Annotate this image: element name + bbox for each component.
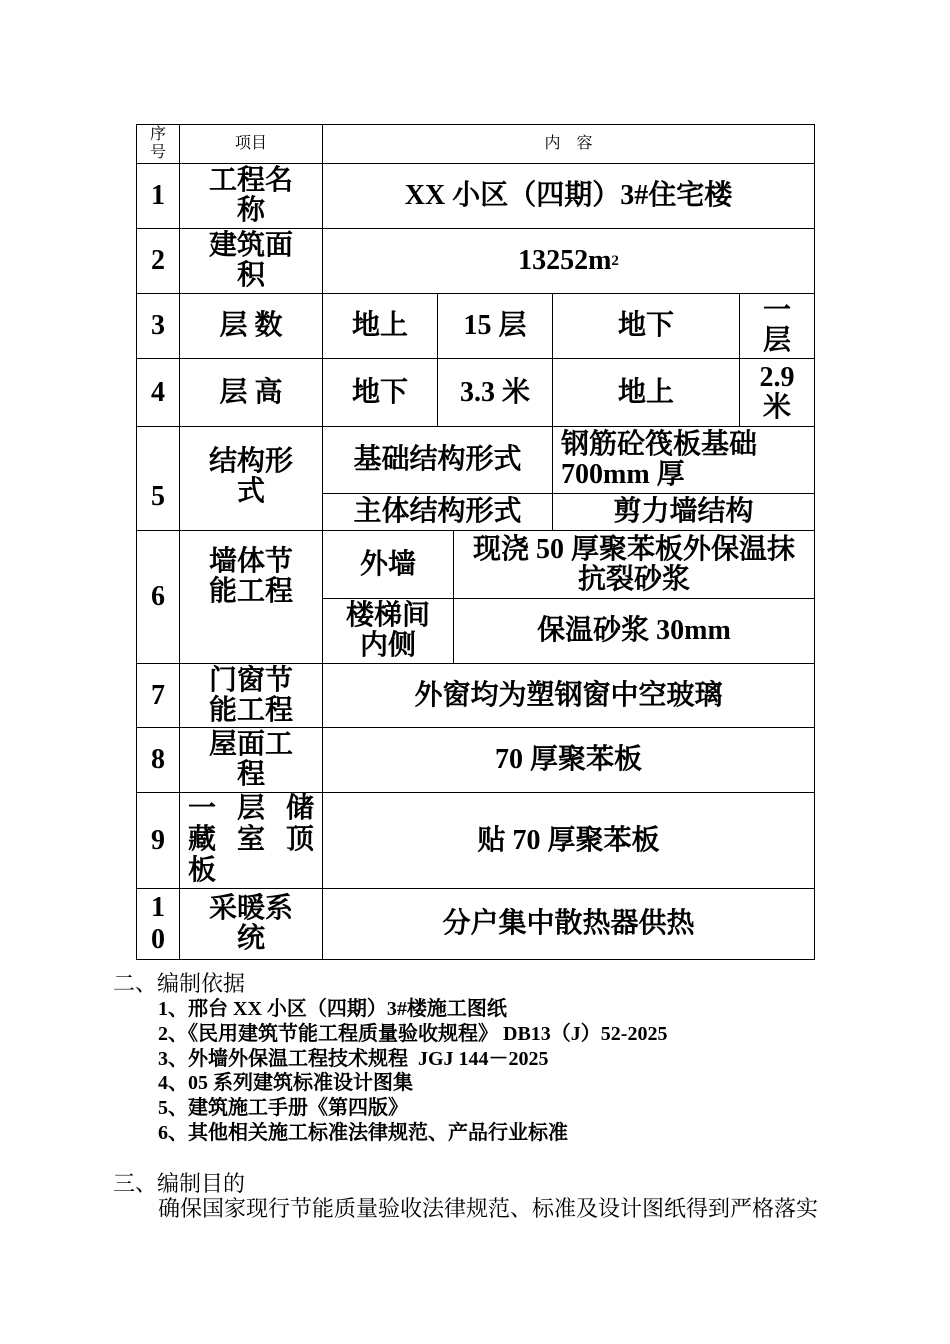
- row-item-line-1: 一 层 储: [188, 793, 314, 824]
- below-ground-label: 地下: [351, 376, 408, 408]
- row-number: 2: [151, 245, 165, 276]
- row-item: 建筑面积: [208, 230, 293, 291]
- area-value: 13252m: [518, 245, 612, 276]
- row-item: 层 数: [219, 310, 283, 341]
- section-2-title: 二、编制依据: [113, 971, 246, 996]
- row-item: [180, 793, 322, 888]
- foundation-structure-label: 基础结构形式: [353, 444, 522, 475]
- below-ground-value: 一层: [762, 295, 791, 356]
- row-item: 屋面工程: [208, 729, 293, 790]
- row-item: 墙体节能工程: [208, 546, 293, 607]
- row-content: XX 小区（四期）3#住宅楼: [404, 180, 733, 211]
- row-number: 8: [151, 744, 165, 775]
- exterior-wall-label: 外墙: [359, 548, 416, 580]
- above-ground-label: 地上: [351, 310, 408, 341]
- main-structure-value: 剪力墙结构: [613, 496, 754, 527]
- row-item: 层 高: [219, 376, 283, 408]
- stairwell-value: 保温砂浆 30mm: [537, 615, 731, 646]
- below-ground-label: 地下: [617, 310, 674, 341]
- row-number: 7: [151, 679, 165, 711]
- row-item-line-2: 藏 室 顶: [188, 824, 314, 855]
- row-content: [323, 229, 814, 293]
- section-3-text: 确保国家现行节能质量验收法律规范、标准及设计图纸得到严格落实: [158, 1196, 819, 1221]
- above-ground-height: 2.9米: [759, 361, 795, 423]
- header-num: 序号: [149, 126, 166, 161]
- row-number: 9: [151, 824, 165, 856]
- list-item: 3、外墙外保温工程技术规程 JGJ 144－2025: [158, 1048, 549, 1070]
- row-number: 5: [151, 480, 165, 512]
- above-ground-label: 地上: [617, 376, 674, 408]
- row-content: 贴 70 厚聚苯板: [477, 824, 660, 856]
- row-item: 工程名称: [208, 165, 293, 226]
- row-content: 70 厚聚苯板: [494, 744, 642, 775]
- section-3-title: 三、编制目的: [113, 1171, 246, 1196]
- row-number: 3: [151, 310, 165, 341]
- row-number: 1: [151, 180, 165, 211]
- row-item-line-3: 板: [188, 855, 217, 886]
- below-ground-height: 3.3 米: [459, 376, 530, 408]
- list-item: 2、《民用建筑节能工程质量验收规程》 DB13（J）52-2025: [158, 1023, 668, 1045]
- row-item: 门窗节能工程: [208, 664, 293, 726]
- main-structure-label: 主体结构形式: [353, 496, 522, 527]
- list-item: 4、05 系列建筑标准设计图集: [158, 1072, 413, 1094]
- row-item: 结构形式: [208, 446, 293, 507]
- row-number: 6: [151, 581, 165, 612]
- stairwell-label: 楼梯间内侧: [345, 600, 430, 661]
- header-content: 内 容: [544, 135, 593, 152]
- above-ground-value: 15 层: [463, 310, 527, 341]
- header-item: 项目: [234, 135, 267, 152]
- row-item: 采暖系统: [208, 893, 293, 954]
- area-unit-superscript: 2: [611, 253, 619, 269]
- row-number: 4: [151, 376, 165, 408]
- list-item: 1、邢台 XX 小区（四期）3#楼施工图纸: [158, 998, 507, 1020]
- row-number: 10: [151, 892, 165, 955]
- row-content: 外窗均为塑钢窗中空玻璃: [414, 679, 723, 711]
- row-content: 分户集中散热器供热: [442, 908, 695, 939]
- list-item: 5、建筑施工手册《第四版》: [158, 1097, 408, 1119]
- foundation-structure-value: 钢筋砼筏板基础 700mm 厚: [561, 429, 758, 490]
- list-item: 6、其他相关施工标准法律规范、产品行业标准: [158, 1122, 568, 1144]
- exterior-wall-value: 现浇 50 厚聚苯板外保温抹抗裂砂浆: [472, 533, 795, 595]
